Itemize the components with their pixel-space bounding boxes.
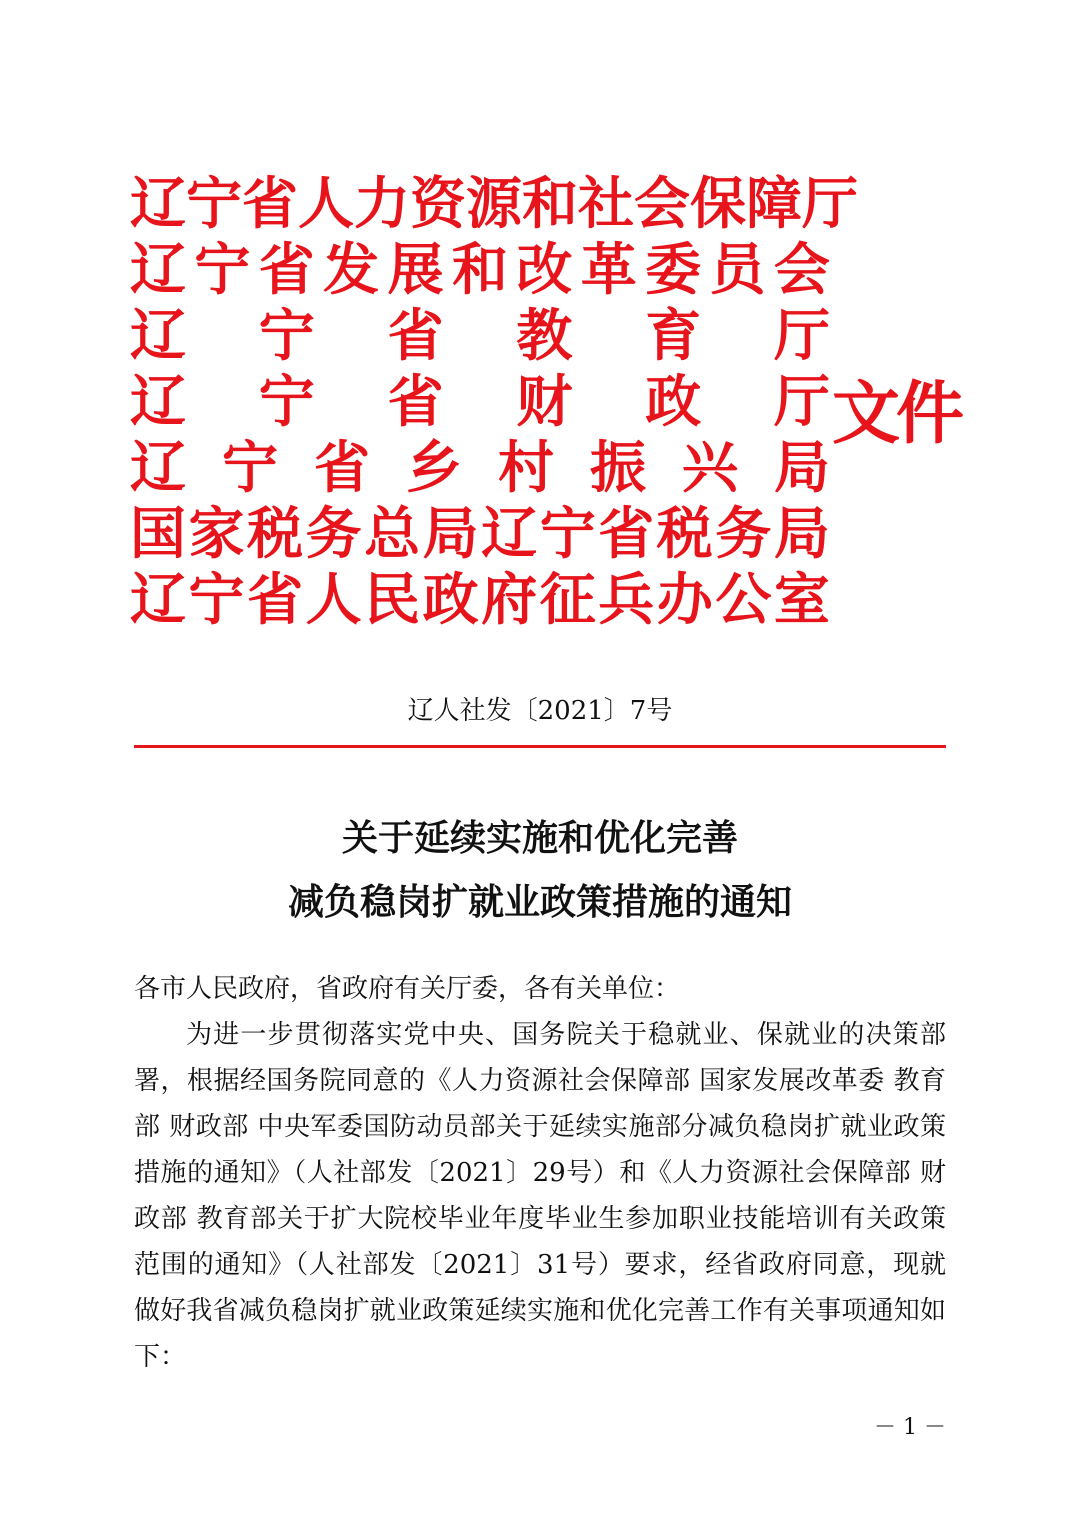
issuer-char: 委 <box>645 238 702 303</box>
issuer-line <box>130 172 858 238</box>
issuer-char: 辽 <box>481 502 538 567</box>
issuer-char: 育 <box>645 304 702 369</box>
issuer-char: 教 <box>516 304 573 369</box>
issuer-char: 财 <box>516 370 573 435</box>
issuer-char: 人 <box>305 568 362 633</box>
salutation: 各市人民政府，省政府有关厅委，各有关单位： <box>134 974 681 1004</box>
issuer-char: 公 <box>715 568 772 633</box>
issuer-char: 辽 <box>130 304 186 369</box>
issuer-char: 厅 <box>773 304 830 369</box>
issuer-char: 室 <box>773 568 830 633</box>
issuer-line <box>130 370 830 436</box>
issuer-char: 宁 <box>222 436 278 501</box>
issuer-char: 辽 <box>130 172 186 237</box>
issuer-char: 厅 <box>773 370 830 435</box>
issuer-char: 税 <box>247 502 304 567</box>
issuer-char: 宁 <box>188 568 245 633</box>
issuer-char: 展 <box>387 238 444 303</box>
issuer-char: 宁 <box>258 370 315 435</box>
issuer-char: 总 <box>364 502 421 567</box>
issuer-char: 和 <box>522 172 578 237</box>
issuer-char: 税 <box>656 502 713 567</box>
issuer-char: 国 <box>130 502 186 567</box>
issuer-char: 府 <box>481 568 538 633</box>
issuer-char: 村 <box>498 436 554 501</box>
issuer-char: 政 <box>422 568 479 633</box>
issuer-char: 会 <box>634 172 690 237</box>
issuer-line <box>130 238 830 304</box>
issuer-char: 源 <box>466 172 522 237</box>
issuer-char: 障 <box>746 172 802 237</box>
body-paragraph: 为进一步贯彻落实党中央、国务院关于稳就业、保就业的决策部署，根据经国务院同意的《人力资源社会保障部 国家发展改革委 教育部 财政部 中央军委国防动员部关于延续实施部分减负稳岗扩就业政策措施的通知》（人社部发〔2021〕29号）和《人力资源社会保障部 财政部 教育部关于扩大院校毕业年度毕业生参加职业技能培训有关政策范围的通知》（人社部发〔2021〕31号）要求，经省政府同意，现就做好我省减负稳岗扩就业政策延续实施和优化完善工作有关事项通知如下： <box>134 1020 946 1372</box>
issuer-char: 宁 <box>539 502 596 567</box>
issuer-char: 省 <box>247 568 304 633</box>
title-line-1: 关于延续实施和优化完善 <box>341 817 738 859</box>
document-suffix: 文件 <box>832 375 961 454</box>
issuer-char: 社 <box>578 172 634 237</box>
issuer-char: 力 <box>354 172 410 237</box>
issuer-block <box>130 172 858 634</box>
issuer-line <box>130 502 830 568</box>
issuer-char: 辽 <box>130 238 186 303</box>
document-title <box>0 806 1080 934</box>
page-number: － 1 － <box>874 1415 946 1440</box>
issuer-char: 省 <box>598 502 655 567</box>
document-number: 辽人社发〔2021〕7号 <box>407 696 673 726</box>
issuer-char: 乡 <box>406 436 462 501</box>
issuer-char: 宁 <box>258 304 315 369</box>
issuer-char: 兵 <box>598 568 655 633</box>
issuer-char: 省 <box>387 370 444 435</box>
issuer-char: 务 <box>715 502 772 567</box>
issuer-char: 局 <box>422 502 479 567</box>
issuer-char: 人 <box>298 172 354 237</box>
issuer-char: 资 <box>410 172 466 237</box>
issuer-line <box>130 568 830 634</box>
issuer-char: 务 <box>305 502 362 567</box>
issuer-char: 厅 <box>802 172 858 237</box>
issuer-char: 改 <box>516 238 573 303</box>
issuer-char: 革 <box>580 238 637 303</box>
issuer-char: 办 <box>656 568 713 633</box>
issuer-char: 省 <box>258 238 315 303</box>
issuer-char: 征 <box>539 568 596 633</box>
issuer-char: 发 <box>323 238 380 303</box>
document-body <box>134 966 946 1380</box>
issuer-char: 保 <box>690 172 746 237</box>
issuer-char: 和 <box>451 238 508 303</box>
issuer-line <box>130 436 830 502</box>
issuer-char: 家 <box>188 502 245 567</box>
issuer-char: 宁 <box>186 172 242 237</box>
red-divider <box>134 745 946 748</box>
issuer-char: 振 <box>590 436 646 501</box>
issuer-char: 会 <box>773 238 830 303</box>
issuer-char: 省 <box>387 304 444 369</box>
issuer-line <box>130 304 830 370</box>
issuer-char: 省 <box>314 436 370 501</box>
issuer-char: 辽 <box>130 370 186 435</box>
issuer-char: 辽 <box>130 568 186 633</box>
issuer-char: 局 <box>774 436 830 501</box>
issuer-char: 民 <box>364 568 421 633</box>
issuer-char: 政 <box>645 370 702 435</box>
issuer-char: 局 <box>773 502 830 567</box>
issuer-char: 辽 <box>130 436 186 501</box>
title-line-2: 减负稳岗扩就业政策措施的通知 <box>287 881 792 923</box>
issuer-char: 兴 <box>682 436 738 501</box>
issuer-char: 省 <box>242 172 298 237</box>
issuer-char: 宁 <box>194 238 251 303</box>
issuer-char: 员 <box>709 238 766 303</box>
